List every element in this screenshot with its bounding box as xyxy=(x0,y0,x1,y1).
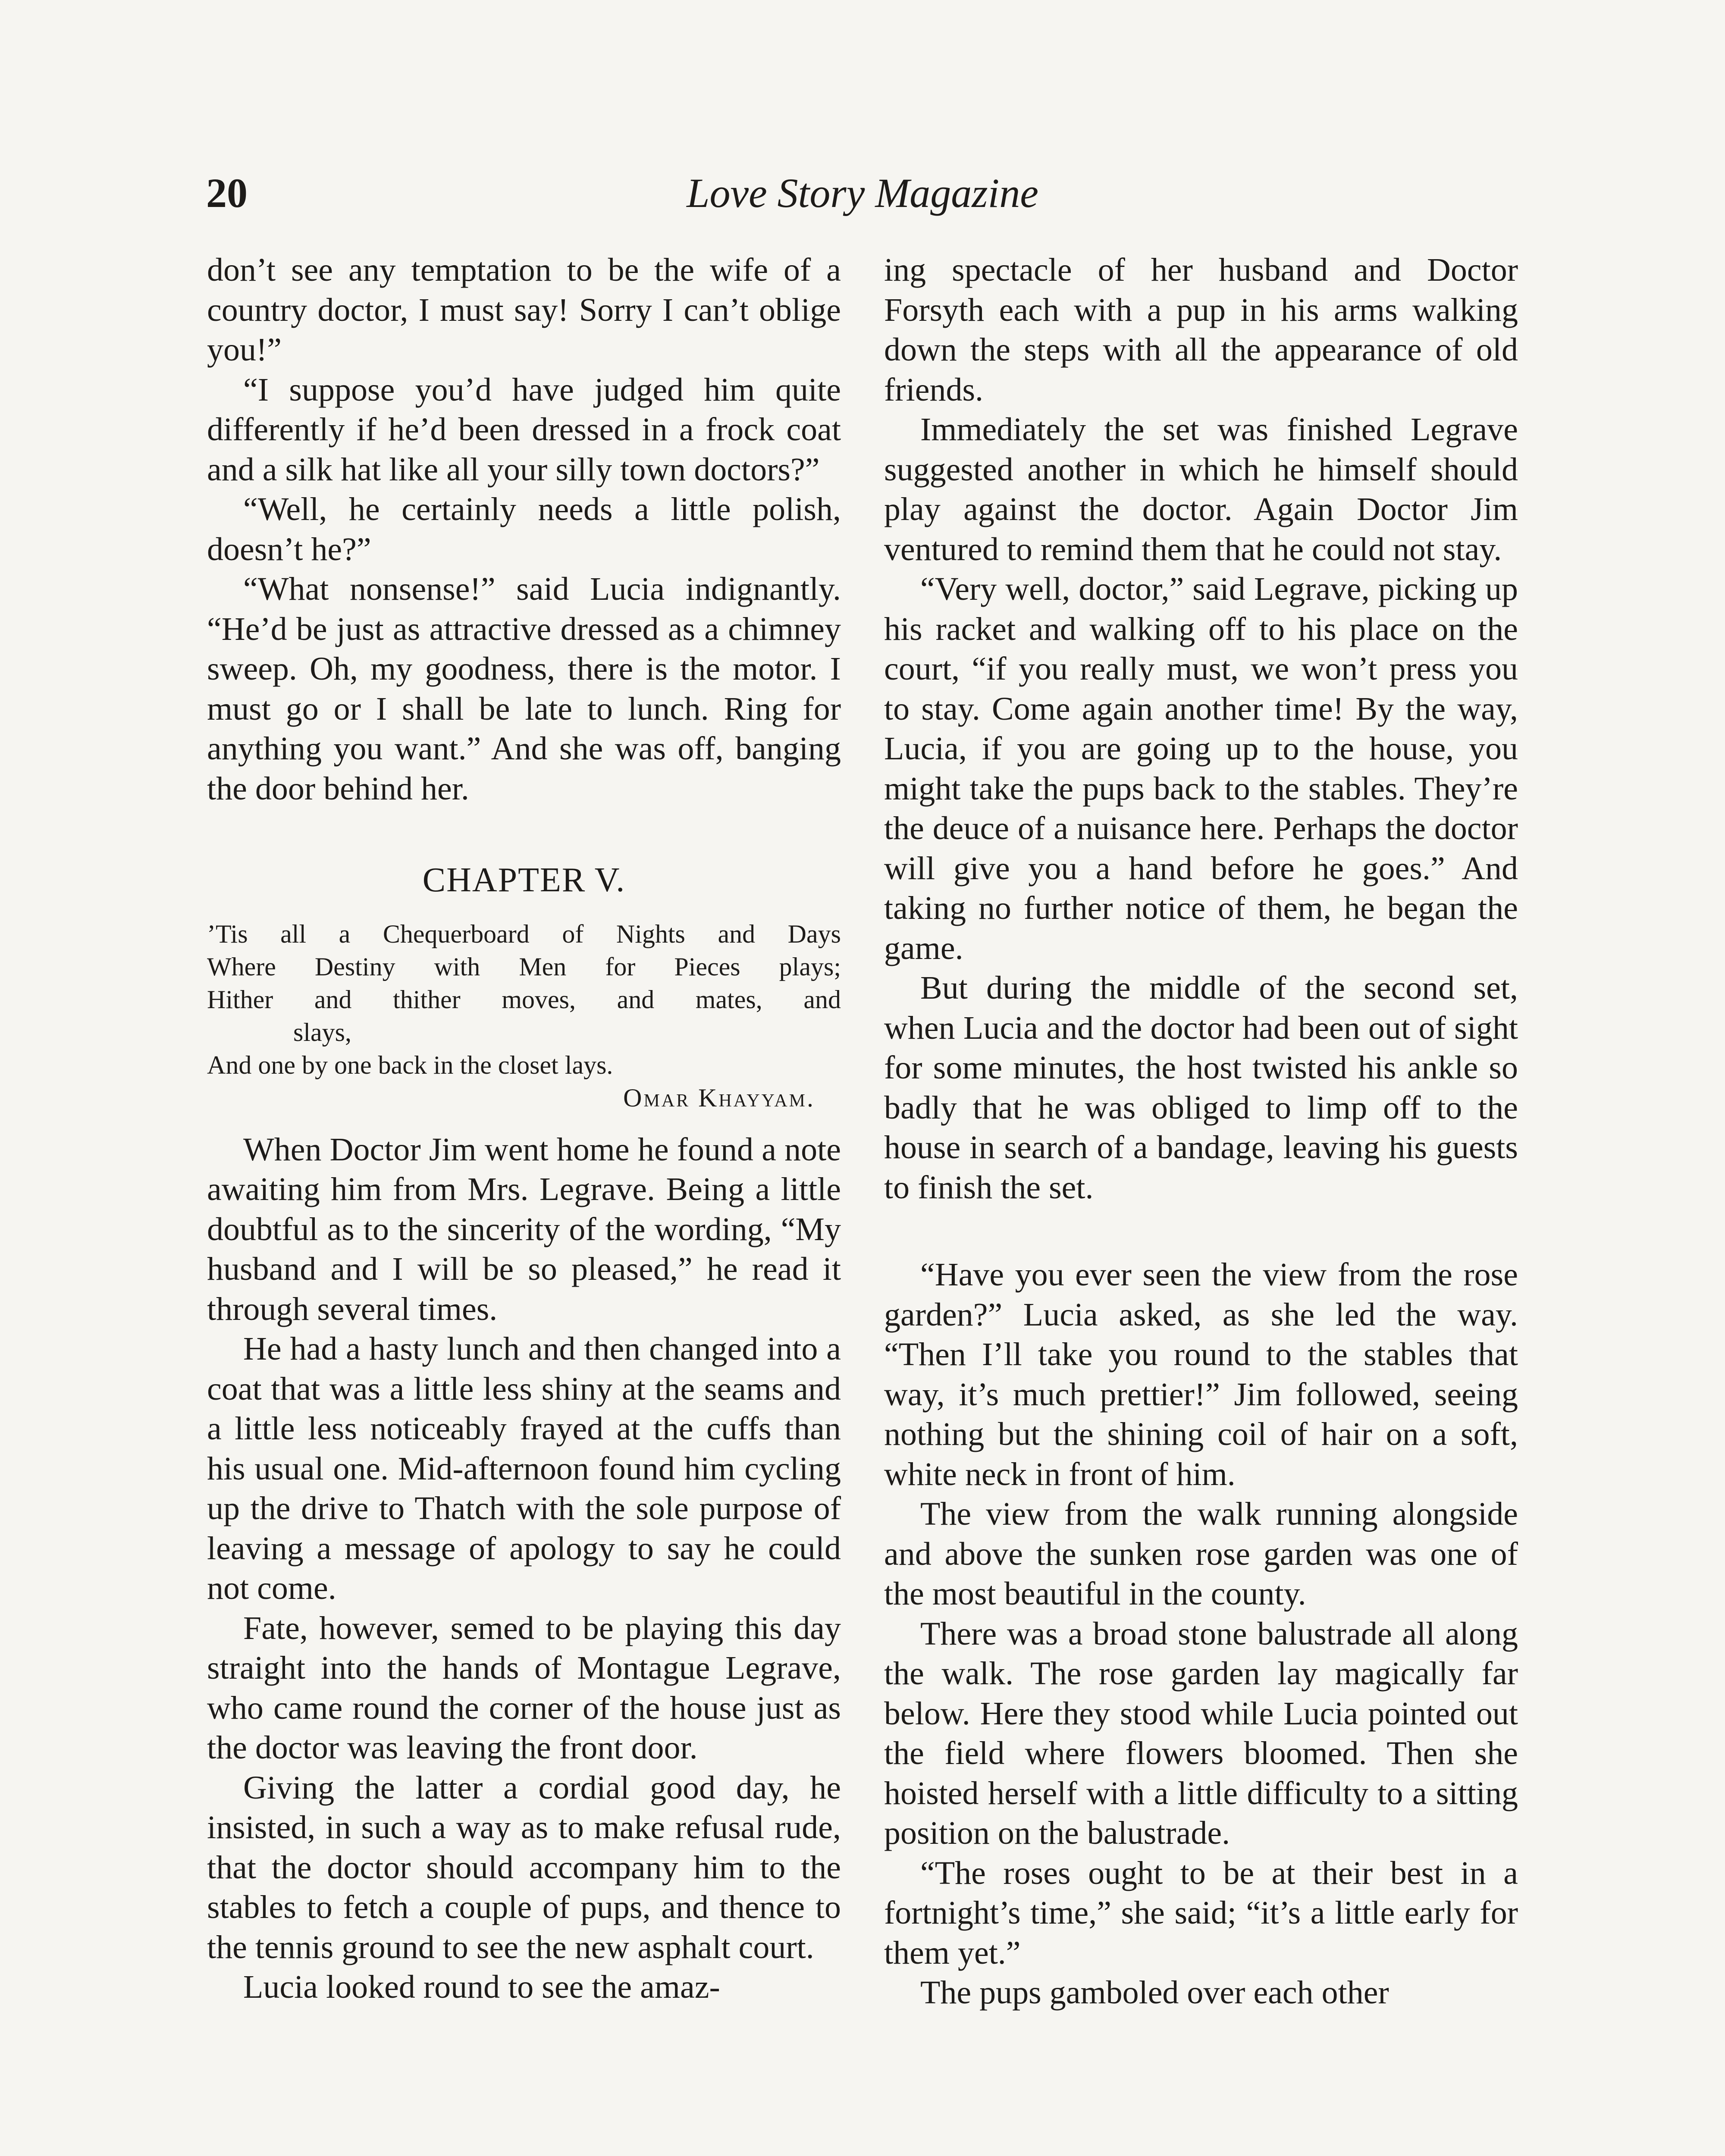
paragraph: Fate, however, semed to be playing this day straight into the hands of Montague Legrave, who came round the corner of the house just as the doctor was leaving the front door. xyxy=(207,1610,841,1766)
section-break xyxy=(884,1207,1518,1255)
epigraph-attribution: Omar Khayyam. xyxy=(623,1083,815,1112)
paragraph: There was a broad stone balustrade all along the walk. The rose garden lay magically far below. Here they stood while Lucia pointed out the field where flowers bloomed. Then she hoisted herself with a little difficulty to a sitting position on the balustrade. xyxy=(884,1615,1518,1851)
epigraph-line: Hither and thither moves, and mates, and xyxy=(207,985,841,1014)
paragraph: But during the middle of the second set, when Lucia and the doctor had been out of sight for some minutes, the host twisted his ankle so badly that he was obliged to limp off to the house in search of a bandage, leaving his guests to finish the set. xyxy=(884,970,1518,1206)
paragraph: “Well, he certainly needs a little polish, doesn’t he?” xyxy=(207,491,841,567)
paragraph: “I suppose you’d have judged him quite differently if he’d been dressed in a frock coat and a silk hat like all your silly town doctors?” xyxy=(207,371,841,488)
paragraph: “What nonsense!” said Lucia indignantly. “He’d be just as attractive dressed as a chimney sweep. Oh, my goodness, there is the motor. I must go or I shall be late to lunch. Ring for anything you want.” And she was off, banging the door behind her. xyxy=(207,571,841,807)
paragraph: ing spectacle of her husband and Doctor Forsyth each with a pup in his arms walking down the steps with all the appearance of old friends. xyxy=(884,252,1518,408)
paragraph: Lucia looked round to see the amaz- xyxy=(243,1969,720,2005)
page-number: 20 xyxy=(206,170,248,216)
epigraph-line: slays, xyxy=(293,1018,351,1047)
paragraph: Giving the latter a cordial good day, he insisted, in such a way as to make refusal rude, that the doctor should accompany him to the stables to fetch a couple of pups, and thence to the tennis ground to see the new asphalt court. xyxy=(207,1769,841,1965)
left-column xyxy=(207,250,841,2007)
paragraph: When Doctor Jim went home he found a note awaiting him from Mrs. Legrave. Being a little doubtful as to the sincerity of the wording, “My husband and I will be so pleased,” he read it through several times. xyxy=(207,1131,841,1327)
paragraph: He had a hasty lunch and then changed into a coat that was a little less shiny at the seams and a little less noticeably frayed at the cuffs than his usual one. Mid-afternoon found him cycling up the drive to Thatch with the sole purpose of leaving a message of apology to say he could not come. xyxy=(207,1331,841,1606)
paragraph: “Have you ever seen the view from the rose garden?” Lucia asked, as she led the way. “Then I’ll take you round to the stables that way, it’s much prettier!” Jim followed, seeing nothing but the shining coil of hair on a soft, white neck in front of him. xyxy=(884,1257,1518,1492)
paragraph: The view from the walk running alongside and above the sunken rose garden was one of the most beautiful in the county. xyxy=(884,1496,1518,1612)
chapter-heading: CHAPTER V. xyxy=(422,861,626,899)
paragraph: Immediately the set was finished Legrave suggested another in which he himself should play against the doctor. Again Doctor Jim ventured to remind them that he could not stay. xyxy=(884,411,1518,567)
paragraph: “Very well, doctor,” said Legrave, picking up his racket and walking off to his place on the court, “if you really must, we won’t press you to stay. Come again another time! By the way, Lucia, if you are going up to the house, you might take the pups back to the stables. They’re the deuce of a nuisance here. Perhaps the doctor will give you a hand before he goes.” And taking no further notice of them, he began the game. xyxy=(884,571,1518,966)
paragraph: don’t see any temptation to be the wife of a country doctor, I must say! Sorry I can’t oblige you!” xyxy=(207,252,841,368)
right-column xyxy=(884,250,1518,2013)
epigraph xyxy=(207,918,841,1114)
paragraph: “The roses ought to be at their best in a fortnight’s time,” she said; “it’s a little early for them yet.” xyxy=(884,1855,1518,1971)
epigraph-line: ’Tis all a Chequerboard of Nights and Days xyxy=(207,919,841,948)
paragraph: The pups gamboled over each other xyxy=(920,1974,1389,2011)
running-title: Love Story Magazine xyxy=(687,170,1038,216)
epigraph-line: Where Destiny with Men for Pieces plays; xyxy=(207,952,841,981)
epigraph-line: And one by one back in the closet lays. xyxy=(207,1050,613,1079)
